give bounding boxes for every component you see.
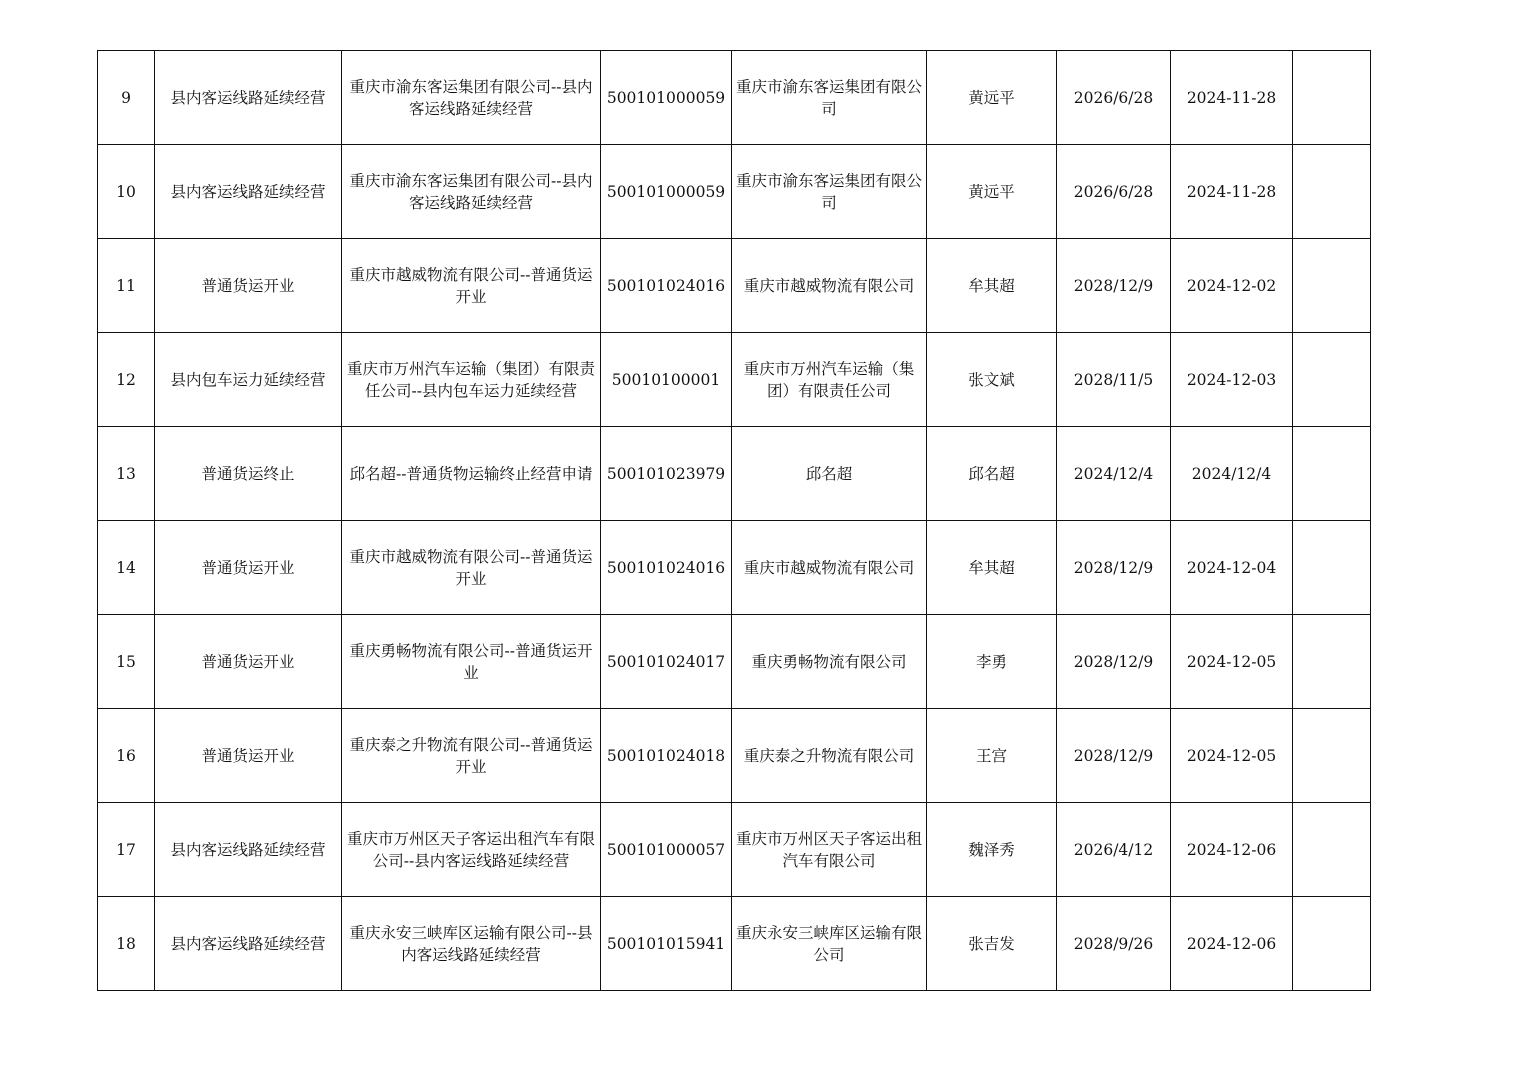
valid-until: 2028/12/9 xyxy=(1057,521,1171,615)
table-row xyxy=(98,239,1371,333)
item-title: 重庆市越威物流有限公司--普通货运开业 xyxy=(342,239,601,333)
note-cell xyxy=(1293,803,1371,897)
item-title: 重庆勇畅物流有限公司--普通货运开业 xyxy=(342,615,601,709)
decision-date: 2024-11-28 xyxy=(1171,51,1293,145)
decision-date: 2024-12-03 xyxy=(1171,333,1293,427)
decision-date: 2024-11-28 xyxy=(1171,145,1293,239)
row-number: 16 xyxy=(98,709,155,803)
item-title: 重庆市万州汽车运输（集团）有限责任公司--县内包车运力延续经营 xyxy=(342,333,601,427)
decision-date: 2024-12-02 xyxy=(1171,239,1293,333)
company-name: 重庆市渝东客运集团有限公司 xyxy=(732,51,927,145)
valid-until: 2026/6/28 xyxy=(1057,51,1171,145)
license-number: 500101023979 xyxy=(601,427,732,521)
note-cell xyxy=(1293,521,1371,615)
license-number: 500101024016 xyxy=(601,521,732,615)
note-cell xyxy=(1293,709,1371,803)
legal-person: 张文斌 xyxy=(927,333,1057,427)
row-number: 12 xyxy=(98,333,155,427)
row-number: 18 xyxy=(98,897,155,991)
legal-person: 王宫 xyxy=(927,709,1057,803)
legal-person: 魏泽秀 xyxy=(927,803,1057,897)
company-name: 重庆永安三峡库区运输有限公司 xyxy=(732,897,927,991)
item-type: 县内客运线路延续经营 xyxy=(155,145,342,239)
item-type: 县内包车运力延续经营 xyxy=(155,333,342,427)
license-number: 500101000059 xyxy=(601,51,732,145)
note-cell xyxy=(1293,333,1371,427)
item-title: 邱名超--普通货物运输终止经营申请 xyxy=(342,427,601,521)
company-name: 重庆勇畅物流有限公司 xyxy=(732,615,927,709)
license-number: 500101000059 xyxy=(601,145,732,239)
table-row xyxy=(98,803,1371,897)
legal-person: 邱名超 xyxy=(927,427,1057,521)
table-row xyxy=(98,51,1371,145)
note-cell xyxy=(1293,239,1371,333)
decision-date: 2024-12-06 xyxy=(1171,803,1293,897)
note-cell xyxy=(1293,51,1371,145)
legal-person: 牟其超 xyxy=(927,239,1057,333)
note-cell xyxy=(1293,427,1371,521)
row-number: 10 xyxy=(98,145,155,239)
decision-date: 2024-12-06 xyxy=(1171,897,1293,991)
license-number: 500101000057 xyxy=(601,803,732,897)
company-name: 重庆市渝东客运集团有限公司 xyxy=(732,145,927,239)
decision-date: 2024-12-05 xyxy=(1171,615,1293,709)
item-type: 县内客运线路延续经营 xyxy=(155,897,342,991)
legal-person: 黄远平 xyxy=(927,51,1057,145)
row-number: 13 xyxy=(98,427,155,521)
license-number: 500101015941 xyxy=(601,897,732,991)
decision-date: 2024-12-04 xyxy=(1171,521,1293,615)
item-title: 重庆市越威物流有限公司--普通货运开业 xyxy=(342,521,601,615)
table-row xyxy=(98,709,1371,803)
item-type: 县内客运线路延续经营 xyxy=(155,803,342,897)
item-title: 重庆市渝东客运集团有限公司--县内客运线路延续经营 xyxy=(342,145,601,239)
valid-until: 2028/11/5 xyxy=(1057,333,1171,427)
note-cell xyxy=(1293,897,1371,991)
item-type: 县内客运线路延续经营 xyxy=(155,51,342,145)
license-number: 500101024017 xyxy=(601,615,732,709)
decision-date: 2024/12/4 xyxy=(1171,427,1293,521)
table-body xyxy=(98,51,1371,991)
item-type: 普通货运终止 xyxy=(155,427,342,521)
row-number: 11 xyxy=(98,239,155,333)
valid-until: 2026/4/12 xyxy=(1057,803,1171,897)
row-number: 17 xyxy=(98,803,155,897)
item-type: 普通货运开业 xyxy=(155,239,342,333)
item-title: 重庆市万州区天子客运出租汽车有限公司--县内客运线路延续经营 xyxy=(342,803,601,897)
company-name: 重庆市越威物流有限公司 xyxy=(732,521,927,615)
item-type: 普通货运开业 xyxy=(155,615,342,709)
valid-until: 2028/9/26 xyxy=(1057,897,1171,991)
table-row xyxy=(98,333,1371,427)
company-name: 重庆市万州汽车运输（集团）有限责任公司 xyxy=(732,333,927,427)
license-number: 50010100001 xyxy=(601,333,732,427)
row-number: 14 xyxy=(98,521,155,615)
note-cell xyxy=(1293,145,1371,239)
legal-person: 李勇 xyxy=(927,615,1057,709)
table-row xyxy=(98,521,1371,615)
valid-until: 2026/6/28 xyxy=(1057,145,1171,239)
row-number: 15 xyxy=(98,615,155,709)
note-cell xyxy=(1293,615,1371,709)
license-number: 500101024016 xyxy=(601,239,732,333)
item-title: 重庆永安三峡库区运输有限公司--县内客运线路延续经营 xyxy=(342,897,601,991)
valid-until: 2028/12/9 xyxy=(1057,615,1171,709)
valid-until: 2028/12/9 xyxy=(1057,709,1171,803)
valid-until: 2024/12/4 xyxy=(1057,427,1171,521)
item-title: 重庆泰之升物流有限公司--普通货运开业 xyxy=(342,709,601,803)
table-row xyxy=(98,897,1371,991)
legal-person: 张吉发 xyxy=(927,897,1057,991)
table-row xyxy=(98,145,1371,239)
item-type: 普通货运开业 xyxy=(155,709,342,803)
row-number: 9 xyxy=(98,51,155,145)
decision-date: 2024-12-05 xyxy=(1171,709,1293,803)
company-name: 重庆泰之升物流有限公司 xyxy=(732,709,927,803)
legal-person: 牟其超 xyxy=(927,521,1057,615)
company-name: 重庆市越威物流有限公司 xyxy=(732,239,927,333)
table-row xyxy=(98,615,1371,709)
legal-person: 黄远平 xyxy=(927,145,1057,239)
valid-until: 2028/12/9 xyxy=(1057,239,1171,333)
item-title: 重庆市渝东客运集团有限公司--县内客运线路延续经营 xyxy=(342,51,601,145)
company-name: 重庆市万州区天子客运出租汽车有限公司 xyxy=(732,803,927,897)
permit-table xyxy=(97,50,1371,991)
table-row xyxy=(98,427,1371,521)
company-name: 邱名超 xyxy=(732,427,927,521)
license-number: 500101024018 xyxy=(601,709,732,803)
item-type: 普通货运开业 xyxy=(155,521,342,615)
